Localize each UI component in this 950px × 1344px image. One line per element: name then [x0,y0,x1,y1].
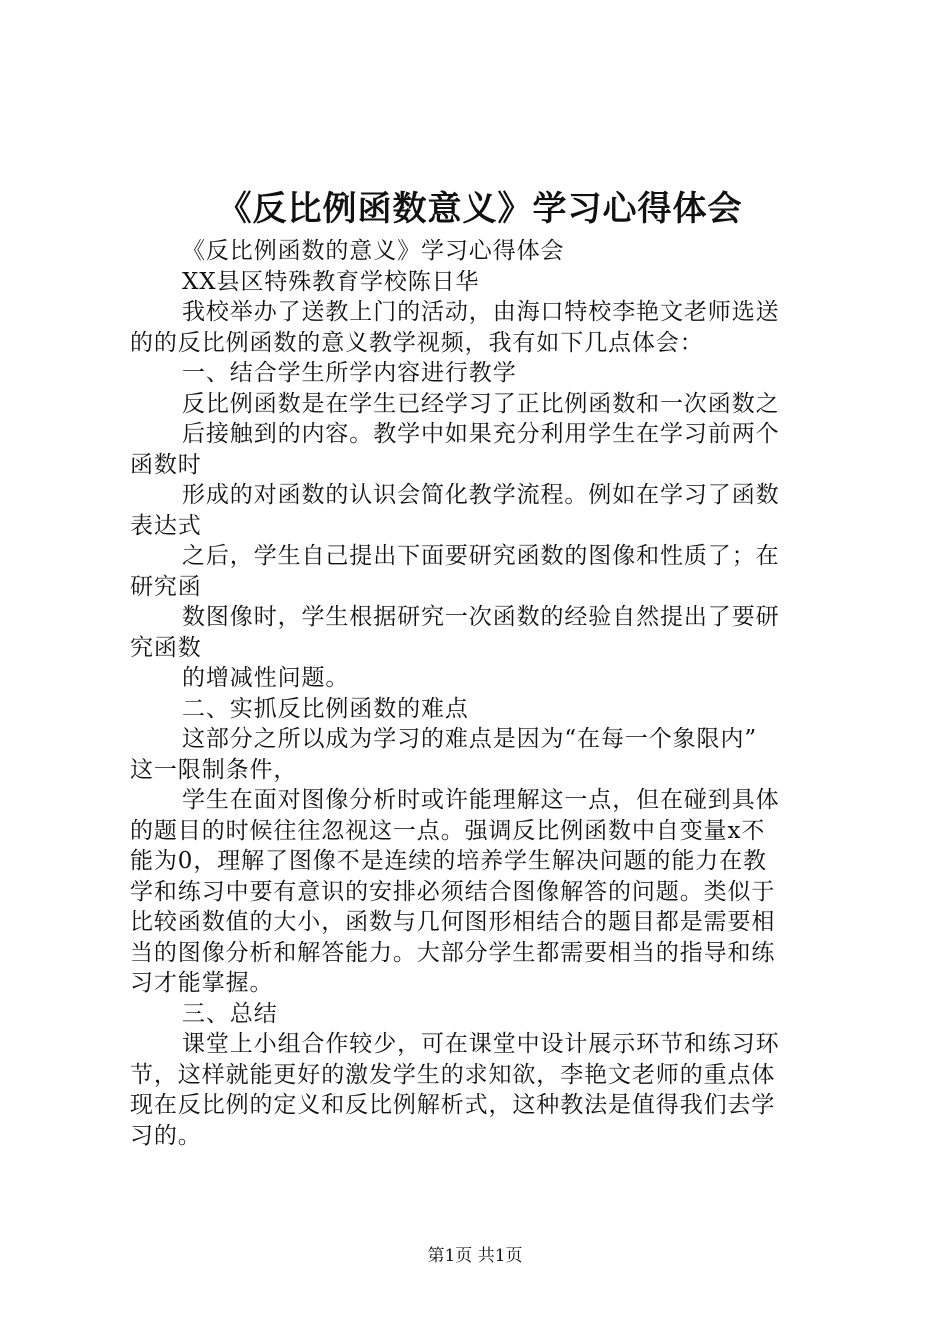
document-title: 《反比例函数意义》学习心得体会 [217,189,743,229]
body-line: 学生在面对图像分析时或许能理解这一点，但在碰到具体 [182,787,780,813]
body-line: 课堂上小组合作较少，可在课堂中设计展示环节和练习环 [182,1031,780,1057]
body-line: 研究函 [130,573,202,600]
body-line: 反比例函数是在学生已经学习了正比例函数和一次函数之 [182,390,780,417]
body-line: 习才能掌握。 [130,970,274,996]
body-line: 比较函数值的大小，函数与几何图形相结合的题目都是需要相 [130,909,776,935]
body-line: 这部分之所以成为学习的难点是因为“在每一个象限内” [182,726,758,752]
body-line: 我校举办了送教上门的活动，由海口特校李艳文老师选送 [182,299,780,325]
body-line: 能为0，理解了图像不是连续的培养学生解决问题的能力在教 [130,848,767,874]
page-footer: 第1页 共1页 [427,1246,523,1266]
body-line: 二、实抓反比例函数的难点 [182,695,469,722]
body-line: XX县区特殊教育学校陈日华 [182,268,480,295]
body-line: 当的图像分析和解答能力。大部分学生都需要相当的指导和练 [130,939,776,966]
body-line: 数图像时，学生根据研究一次函数的经验自然提出了要研 [182,604,780,630]
body-line: 这一限制条件， [130,756,298,783]
document-page [130,186,830,1151]
body-line: 学和练习中要有意识的安排必须结合图像解答的问题。类似于 [130,878,776,905]
body-line: 表达式 [130,512,202,539]
document-body [130,236,830,1151]
body-line: 形成的对函数的认识会简化教学流程。例如在学习了函数 [182,482,780,508]
body-line: 一、结合学生所学内容进行教学 [182,360,517,386]
body-line: 之后，学生自己提出下面要研究函数的图像和性质了；在 [182,543,780,569]
body-line: 现在反比例的定义和反比例解析式，这种教法是值得我们去学 [130,1092,776,1118]
body-line: 函数时 [130,451,202,478]
body-line: 究函数 [130,634,202,661]
body-line: 后接触到的内容。教学中如果充分利用学生在学习前两个 [182,421,780,447]
body-line: 节，这样就能更好的激发学生的求知欲，李艳文老师的重点体 [130,1061,776,1088]
body-line: 三、总结 [182,1000,278,1027]
body-line: 的增减性问题。 [182,665,350,691]
body-line: 习的。 [130,1122,202,1149]
body-line: 《反比例函数的意义》学习心得体会 [182,238,565,264]
body-line: 的题目的时候往往忽视这一点。强调反比例函数中自变量x不 [130,817,766,844]
body-line: 的的反比例函数的意义教学视频，我有如下几点体会： [130,329,704,356]
